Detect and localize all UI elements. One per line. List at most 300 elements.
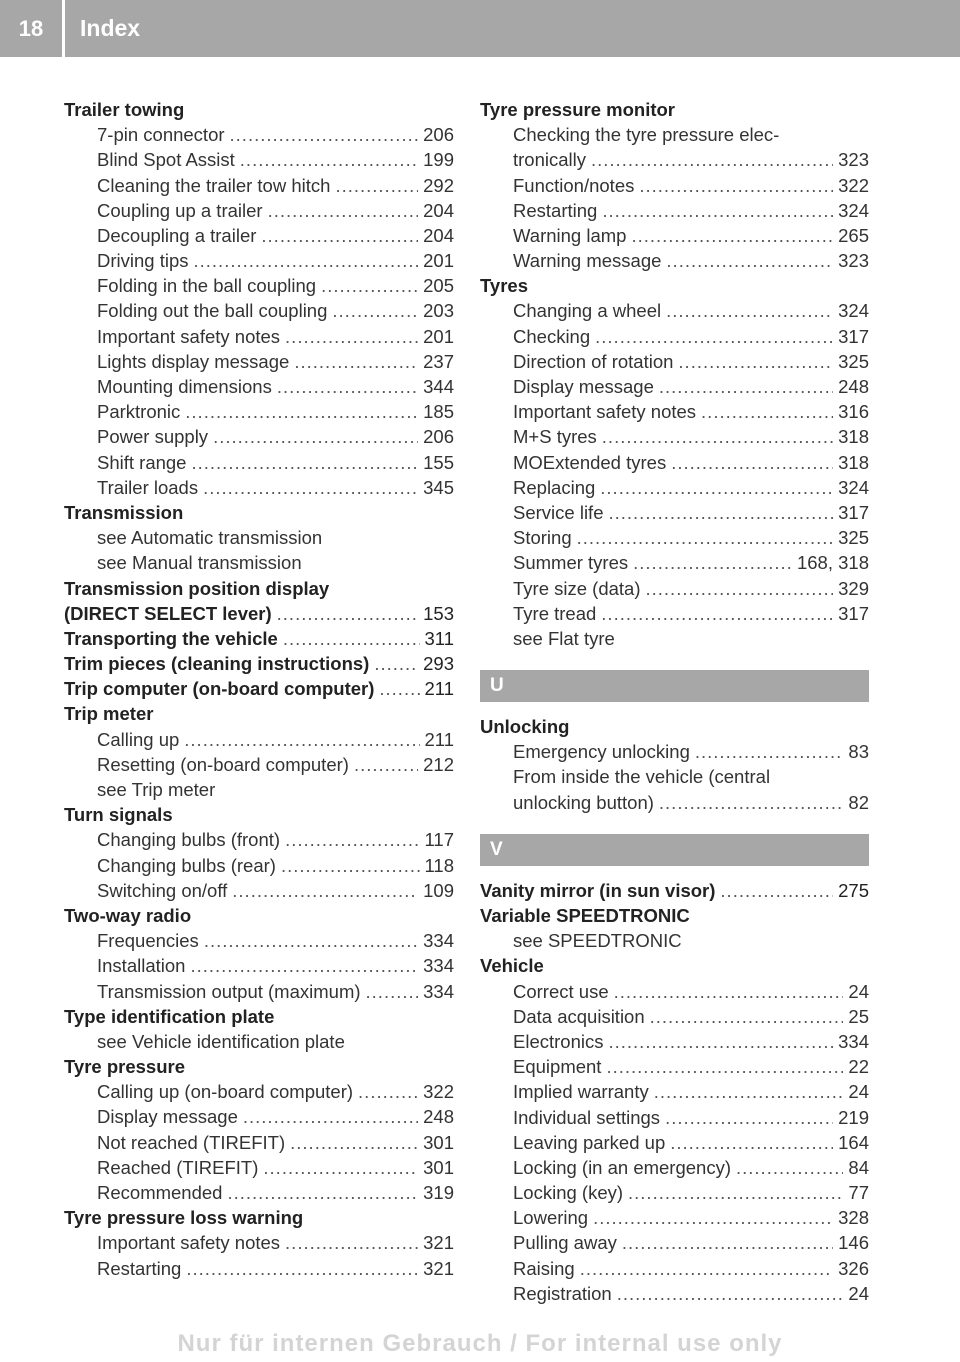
index-subentry <box>64 273 454 298</box>
section-letter-header: V <box>480 834 869 866</box>
entry-text: Folding out the ball coupling <box>97 300 328 322</box>
page-reference: 328 <box>838 1207 869 1229</box>
entry-text: see Manual transmission <box>97 552 302 574</box>
entry-text: Parktronic <box>97 401 181 423</box>
entry-text: Folding in the ball coupling <box>97 275 317 297</box>
index-heading <box>480 273 869 298</box>
entry-text: Reached (TIREFIT) <box>97 1156 259 1178</box>
page-reference: 334 <box>423 980 454 1002</box>
dot-leader <box>283 626 420 651</box>
dot-leader <box>203 475 418 500</box>
entry-text: Display message <box>513 376 654 398</box>
dot-leader <box>736 1155 843 1180</box>
entry-text: Leaving parked up <box>513 1131 666 1153</box>
page-reference: 334 <box>838 1030 869 1052</box>
dot-leader <box>670 1130 833 1155</box>
dot-leader <box>332 298 418 323</box>
dot-leader <box>601 601 833 626</box>
index-heading <box>64 651 454 676</box>
index-subentry <box>64 399 454 424</box>
index-subentry <box>64 349 454 374</box>
index-subentry <box>64 727 454 752</box>
dot-leader <box>659 374 833 399</box>
entry-text: Changing bulbs (front) <box>97 829 281 851</box>
dot-leader <box>227 1180 418 1205</box>
index-subentry <box>64 173 454 198</box>
entry-text: Display message <box>97 1106 238 1128</box>
entry-text: Trim pieces (cleaning instructions) <box>64 653 370 675</box>
entry-text: Registration <box>513 1282 612 1304</box>
index-heading <box>64 676 454 701</box>
index-subentry <box>480 525 869 550</box>
index-subentry <box>64 122 454 147</box>
dot-leader <box>184 727 419 752</box>
entry-text: Trip computer (on-board computer) <box>64 678 375 700</box>
page-reference: 325 <box>838 527 869 549</box>
entry-text: Tyre pressure monitor <box>480 98 675 120</box>
index-subentry <box>64 450 454 475</box>
dot-leader <box>577 525 834 550</box>
index-subentry <box>64 1029 454 1054</box>
index-subentry <box>480 1281 869 1306</box>
entry-text: (DIRECT SELECT lever) <box>64 602 272 624</box>
index-subentry <box>480 1004 869 1029</box>
index-subentry <box>480 122 869 147</box>
dot-leader <box>191 450 418 475</box>
dot-leader <box>294 349 418 374</box>
page-reference: 324 <box>838 476 869 498</box>
page-reference: 324 <box>838 199 869 221</box>
index-heading <box>64 702 454 727</box>
index-subentry <box>480 550 869 575</box>
page-reference: 24 <box>848 980 869 1002</box>
index-subentry <box>64 1130 454 1155</box>
dot-leader <box>230 122 419 147</box>
entry-text: Implied warranty <box>513 1081 649 1103</box>
page-reference: 323 <box>838 149 869 171</box>
dot-leader <box>671 450 833 475</box>
entry-text: Vanity mirror (in sun visor) <box>480 879 716 901</box>
page-reference: 164 <box>838 1131 869 1153</box>
index-heading <box>480 714 869 739</box>
entry-text: Lowering <box>513 1207 589 1229</box>
index-subentry <box>64 248 454 273</box>
index-subentry <box>480 1180 869 1205</box>
index-heading <box>64 903 454 928</box>
entry-text: Tyre pressure <box>64 1056 185 1078</box>
entry-text: Vehicle <box>480 955 544 977</box>
index-heading <box>64 97 454 122</box>
index-subentry <box>64 475 454 500</box>
entry-text: Frequencies <box>97 930 199 952</box>
dot-leader <box>277 601 418 626</box>
index-subentry <box>480 500 869 525</box>
dot-leader <box>591 147 833 172</box>
entry-text: Calling up (on-board computer) <box>97 1081 354 1103</box>
dot-leader <box>666 298 833 323</box>
index-subentry <box>480 1029 869 1054</box>
dot-leader <box>354 752 418 777</box>
dot-leader <box>602 198 833 223</box>
dot-leader <box>261 223 418 248</box>
dot-leader <box>379 676 419 701</box>
entry-text: tronically <box>513 149 586 171</box>
page-reference: 324 <box>838 300 869 322</box>
page-reference: 205 <box>423 275 454 297</box>
page-reference: 293 <box>423 653 454 675</box>
index-heading <box>64 576 454 601</box>
page-reference: 146 <box>838 1232 869 1254</box>
index-subentry <box>480 324 869 349</box>
index-subentry <box>480 1130 869 1155</box>
page-reference: 155 <box>423 451 454 473</box>
index-subentry <box>64 878 454 903</box>
entry-text: From inside the vehicle (central <box>513 766 771 788</box>
index-subentry <box>480 601 869 626</box>
index-heading <box>480 953 869 978</box>
dot-leader <box>185 399 418 424</box>
entry-text: Warning lamp <box>513 224 627 246</box>
page-reference: 325 <box>838 350 869 372</box>
page-reference: 317 <box>838 501 869 523</box>
index-subentry <box>480 223 869 248</box>
page-reference: 168, 318 <box>796 552 869 574</box>
index-subentry <box>480 198 869 223</box>
dot-leader <box>659 790 844 815</box>
page-reference: 199 <box>423 149 454 171</box>
dot-leader <box>666 248 833 273</box>
index-subentry <box>480 1231 869 1256</box>
page-reference: 201 <box>423 250 454 272</box>
dot-leader <box>194 248 419 273</box>
index-subentry <box>64 752 454 777</box>
page-reference: 109 <box>423 879 454 901</box>
dot-leader <box>720 878 833 903</box>
page-reference: 248 <box>838 376 869 398</box>
index-subentry <box>480 399 869 424</box>
entry-text: Service life <box>513 501 604 523</box>
page-reference: 211 <box>424 728 454 750</box>
entry-text: Shift range <box>97 451 187 473</box>
index-subentry <box>64 1079 454 1104</box>
dot-leader <box>285 827 419 852</box>
entry-text: 7-pin connector <box>97 124 225 146</box>
dot-leader <box>204 928 418 953</box>
dot-leader <box>678 349 833 374</box>
dot-leader <box>633 550 792 575</box>
dot-leader <box>290 1130 418 1155</box>
page-reference: 211 <box>424 678 454 700</box>
dot-leader <box>606 1054 843 1079</box>
dot-leader <box>190 953 418 978</box>
entry-text: Installation <box>97 955 186 977</box>
dot-leader <box>285 324 418 349</box>
entry-text: Tyre size (data) <box>513 577 641 599</box>
page-reference: 25 <box>848 1005 869 1027</box>
entry-text: Important safety notes <box>97 1232 281 1254</box>
page-reference: 319 <box>423 1182 454 1204</box>
dot-leader <box>646 576 834 601</box>
dot-leader <box>358 1079 418 1104</box>
page-reference: 318 <box>838 426 869 448</box>
page-reference: 203 <box>423 300 454 322</box>
dot-leader <box>617 1281 844 1306</box>
entry-text: Calling up <box>97 728 180 750</box>
page-reference: 322 <box>838 174 869 196</box>
entry-text: Restarting <box>513 199 598 221</box>
dot-leader <box>665 1105 833 1130</box>
entry-text: Coupling up a trailer <box>97 199 263 221</box>
index-subentry <box>64 525 454 550</box>
index-subentry <box>64 198 454 223</box>
entry-text: Resetting (on-board computer) <box>97 753 349 775</box>
entry-text: Two-way radio <box>64 904 192 926</box>
dot-leader <box>595 324 833 349</box>
entry-text: Warning message <box>513 250 662 272</box>
index-subentry <box>64 853 454 878</box>
index-subentry <box>64 827 454 852</box>
page-reference: 24 <box>848 1282 869 1304</box>
entry-text: Checking the tyre pressure elec- <box>513 124 780 146</box>
dot-leader <box>654 1079 844 1104</box>
entry-text: Important safety notes <box>513 401 697 423</box>
index-subentry <box>64 979 454 1004</box>
dot-leader <box>580 1256 833 1281</box>
entry-text: Trailer loads <box>97 476 199 498</box>
index-subentry <box>64 147 454 172</box>
index-subentry <box>480 1256 869 1281</box>
index-subentry <box>480 626 869 651</box>
dot-leader <box>622 1230 833 1255</box>
entry-text: Switching on/off <box>97 879 228 901</box>
footer-watermark: Nur für internen Gebrauch / For internal use only <box>177 1330 783 1357</box>
index-heading <box>64 1004 454 1029</box>
index-subentry <box>480 299 869 324</box>
entry-text: Electronics <box>513 1030 604 1052</box>
index-subentry <box>64 777 454 802</box>
page-title: Index <box>80 15 141 41</box>
index-subentry <box>480 147 869 172</box>
entry-text: Recommended <box>97 1182 223 1204</box>
entry-text: Transmission position display <box>64 577 330 599</box>
index-subentry <box>64 550 454 575</box>
entry-text: see Flat tyre <box>513 627 615 649</box>
page-reference: 22 <box>848 1056 869 1078</box>
entry-text: Direction of rotation <box>513 350 674 372</box>
page-reference: 265 <box>838 224 869 246</box>
dot-leader <box>650 1004 844 1029</box>
page-reference: 301 <box>423 1131 454 1153</box>
index-subentry <box>480 374 869 399</box>
entry-text: Emergency unlocking <box>513 741 690 763</box>
index-subentry <box>64 299 454 324</box>
dot-leader <box>240 147 418 172</box>
section-letter-header: U <box>480 670 869 702</box>
page-reference: 206 <box>423 426 454 448</box>
entry-text: Not reached (TIREFIT) <box>97 1131 286 1153</box>
page-reference: 83 <box>848 741 869 763</box>
dot-leader <box>335 173 418 198</box>
dot-leader <box>243 1104 418 1129</box>
index-subentry <box>64 1180 454 1205</box>
dot-leader <box>614 979 844 1004</box>
entry-text: Turn signals <box>64 804 173 826</box>
page-header <box>0 0 960 57</box>
page-reference: 318 <box>838 451 869 473</box>
entry-text: Variable SPEEDTRONIC <box>480 905 690 927</box>
entry-text: Pulling away <box>513 1232 617 1254</box>
page-reference: 82 <box>848 791 869 813</box>
index-subentry <box>64 223 454 248</box>
entry-text: see SPEEDTRONIC <box>513 930 682 952</box>
dot-leader <box>608 1029 833 1054</box>
entry-text: MOExtended tyres <box>513 451 667 473</box>
dot-leader <box>628 1180 843 1205</box>
page-reference: 311 <box>424 627 454 649</box>
entry-text: M+S tyres <box>513 426 597 448</box>
page-reference: 185 <box>423 401 454 423</box>
page-reference: 248 <box>423 1106 454 1128</box>
index-subentry <box>480 424 869 449</box>
entry-text: Individual settings <box>513 1106 661 1128</box>
index-subentry <box>480 248 869 273</box>
page-reference: 334 <box>423 930 454 952</box>
page-number: 18 <box>18 16 44 41</box>
page-reference: 329 <box>838 577 869 599</box>
entry-text: Driving tips <box>97 250 189 272</box>
page-reference: 153 <box>423 602 454 624</box>
page-reference: 237 <box>423 350 454 372</box>
index-subentry <box>64 1105 454 1130</box>
index-heading <box>64 1054 454 1079</box>
dot-leader <box>593 1205 833 1230</box>
index-subentry <box>480 928 869 953</box>
entry-text: Locking (key) <box>513 1182 624 1204</box>
index-column-right <box>480 97 869 1306</box>
page-reference: 212 <box>423 753 454 775</box>
dot-leader <box>285 1230 418 1255</box>
index-subentry <box>480 765 869 790</box>
page-reference: 317 <box>838 602 869 624</box>
index-subentry <box>480 349 869 374</box>
page-reference: 326 <box>838 1257 869 1279</box>
index-column-left <box>64 97 454 1281</box>
entry-text: Lights display message <box>97 350 290 372</box>
index-subentry <box>480 979 869 1004</box>
entry-text: see Trip meter <box>97 779 216 801</box>
entry-text: see Automatic transmission <box>97 527 323 549</box>
dot-leader <box>631 223 833 248</box>
entry-text: Trip meter <box>64 703 154 725</box>
index-subentry <box>480 739 869 764</box>
entry-text: Changing bulbs (rear) <box>97 854 276 876</box>
index-subentry <box>480 1079 869 1104</box>
entry-text: Equipment <box>513 1056 602 1078</box>
index-heading <box>480 878 869 903</box>
entry-text: unlocking button) <box>513 791 654 813</box>
entry-text: Mounting dimensions <box>97 376 272 398</box>
entry-text: see Vehicle identification plate <box>97 1030 345 1052</box>
index-subentry <box>64 1230 454 1255</box>
index-subentry <box>480 1105 869 1130</box>
index-subentry <box>64 374 454 399</box>
dot-leader <box>602 424 833 449</box>
page-reference: 77 <box>848 1182 869 1204</box>
page-reference: 344 <box>423 376 454 398</box>
dot-leader <box>186 1256 418 1281</box>
page-reference: 322 <box>423 1081 454 1103</box>
entry-text: Transporting the vehicle <box>64 627 278 649</box>
dot-leader <box>232 878 418 903</box>
index-subentry <box>480 1054 869 1079</box>
page-reference: 301 <box>423 1156 454 1178</box>
entry-text: Power supply <box>97 426 209 448</box>
entry-text: Tyres <box>480 275 528 297</box>
index-subentry <box>480 1205 869 1230</box>
entry-text: Replacing <box>513 476 596 498</box>
page-reference: 204 <box>423 199 454 221</box>
index-subentry <box>480 1155 869 1180</box>
page-reference: 117 <box>424 829 454 851</box>
page-reference: 219 <box>838 1106 869 1128</box>
entry-text: Function/notes <box>513 174 635 196</box>
entry-text: Changing a wheel <box>513 300 662 322</box>
entry-text: Transmission <box>64 501 184 523</box>
index-subentry <box>64 424 454 449</box>
entry-text: Summer tyres <box>513 552 629 574</box>
dot-leader <box>268 198 419 223</box>
page-reference: 345 <box>423 476 454 498</box>
entry-text: Raising <box>513 1257 575 1279</box>
page-reference: 316 <box>838 401 869 423</box>
entry-text: Unlocking <box>480 716 570 738</box>
dot-leader <box>374 651 418 676</box>
page-reference: 201 <box>423 325 454 347</box>
entry-text: Blind Spot Assist <box>97 149 235 171</box>
entry-text: Cleaning the trailer tow hitch <box>97 174 331 196</box>
index-subentry <box>480 450 869 475</box>
index-heading <box>64 601 454 626</box>
index-heading <box>64 802 454 827</box>
dot-leader <box>213 424 418 449</box>
page-reference: 24 <box>848 1081 869 1103</box>
index-subentry <box>64 1155 454 1180</box>
dot-leader <box>701 399 833 424</box>
page-reference: 118 <box>424 854 454 876</box>
entry-text: Type identification plate <box>64 1005 275 1027</box>
dot-leader <box>281 853 420 878</box>
index-subentry <box>64 1256 454 1281</box>
dot-leader <box>639 173 833 198</box>
page-reference: 323 <box>838 250 869 272</box>
entry-text: Locking (in an emergency) <box>513 1156 731 1178</box>
page-reference: 317 <box>838 325 869 347</box>
index-subentry <box>480 576 869 601</box>
entry-text: Correct use <box>513 980 609 1002</box>
page-reference: 292 <box>423 174 454 196</box>
index-heading <box>64 626 454 651</box>
entry-text: Tyre tread <box>513 602 597 624</box>
dot-leader <box>321 273 418 298</box>
page-reference: 84 <box>848 1156 869 1178</box>
index-heading <box>64 1205 454 1230</box>
page-reference: 204 <box>423 224 454 246</box>
index-subentry <box>64 324 454 349</box>
index-subentry <box>480 790 869 815</box>
dot-leader <box>277 374 418 399</box>
entry-text: Transmission output (maximum) <box>97 980 361 1002</box>
entry-text: Storing <box>513 527 572 549</box>
